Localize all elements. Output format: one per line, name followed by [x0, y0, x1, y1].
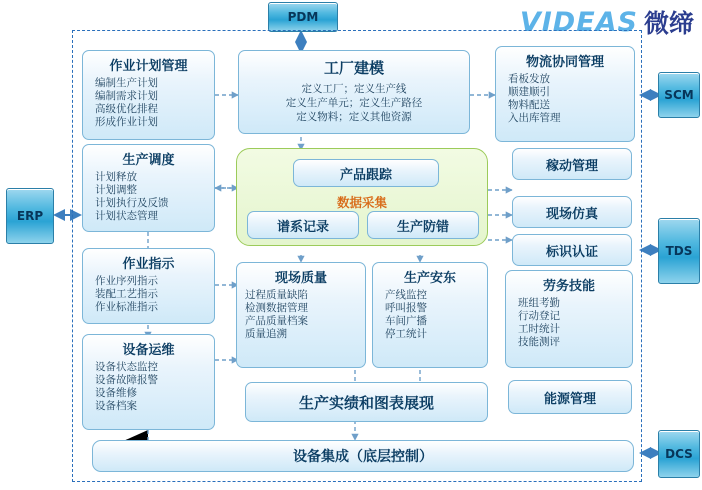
external-system-tds-label: TDS	[665, 244, 693, 258]
module-andon[interactable]	[372, 262, 488, 368]
wi-line-1: 作业序列指示	[95, 275, 158, 287]
module-shopfloor-quality[interactable]	[236, 262, 366, 368]
module-utilization[interactable]	[512, 148, 632, 180]
plan-line-2: 编制需求计划	[95, 90, 158, 102]
module-identification-label: 标识认证	[545, 244, 598, 260]
logistics-line-4: 入出库管理	[508, 112, 561, 124]
scheduling-line-1: 计划释放	[95, 171, 137, 183]
module-factory-modeling-title: 工厂建模	[323, 59, 384, 77]
factory-line-3: 定义物料；定义其他资源	[296, 111, 412, 123]
logistics-line-3: 物料配送	[508, 99, 550, 111]
external-system-scm-label: SCM	[664, 88, 694, 102]
data-collection-label: 数据采集	[336, 195, 387, 210]
scheduling-line-2: 计划调整	[95, 184, 137, 196]
quality-line-4: 质量追溯	[245, 328, 287, 340]
andon-line-1: 产线监控	[385, 289, 427, 301]
factory-line-1: 定义工厂；定义生产线	[301, 83, 407, 95]
plan-line-4: 形成作业计划	[95, 116, 158, 128]
module-shopfloor-quality-title: 现场质量	[274, 271, 327, 286]
module-equipment-integration-label: 设备集成（底层控制）	[293, 449, 433, 465]
core-execution-group	[236, 148, 488, 246]
module-labor-skill-items	[506, 294, 632, 349]
module-equipment-maintenance-title: 设备运维	[122, 343, 175, 358]
module-energy[interactable]	[508, 380, 632, 414]
scheduling-line-3: 计划执行及反馈	[95, 197, 169, 209]
quality-line-1: 过程质量缺陷	[245, 289, 308, 301]
andon-line-3: 车间广播	[385, 315, 427, 327]
module-scheduling[interactable]	[82, 144, 215, 232]
module-work-instruction-items	[83, 272, 214, 314]
module-simulation[interactable]	[512, 196, 632, 228]
module-equipment-integration[interactable]	[92, 440, 634, 472]
external-system-dcs-label: DCS	[665, 447, 693, 461]
module-logistics-items	[496, 70, 634, 125]
external-system-tds[interactable]	[658, 218, 700, 284]
external-system-erp-label: ERP	[16, 209, 44, 223]
eq-line-2: 设备故障报警	[95, 374, 158, 386]
module-product-tracking-label: 产品跟踪	[339, 167, 392, 183]
quality-line-3: 产品质量档案	[245, 315, 308, 327]
module-equipment-maintenance[interactable]	[82, 334, 215, 430]
labor-line-2: 行动登记	[518, 310, 560, 322]
wi-line-2: 装配工艺指示	[95, 288, 158, 300]
scheduling-line-4: 计划状态管理	[95, 210, 158, 222]
labor-line-3: 工时统计	[518, 323, 560, 335]
module-performance-dashboard-label: 生产实绩和图表展现	[298, 393, 434, 412]
module-scheduling-items	[83, 168, 214, 223]
external-system-pdm[interactable]	[268, 2, 338, 32]
labor-line-1: 班组考勤	[518, 297, 560, 309]
module-energy-label: 能源管理	[543, 391, 596, 407]
external-system-dcs[interactable]	[658, 430, 700, 478]
module-shopfloor-quality-items	[237, 286, 365, 341]
logistics-line-2: 顺建顺引	[508, 86, 550, 98]
module-work-instruction[interactable]	[82, 248, 215, 324]
module-andon-title: 生产安东	[403, 271, 456, 286]
module-production-plan[interactable]	[82, 50, 215, 140]
module-pedigree-record-label: 谱系记录	[276, 219, 329, 235]
module-factory-modeling-items	[239, 78, 469, 124]
module-equipment-maintenance-items	[83, 358, 214, 413]
module-utilization-label: 稼动管理	[545, 158, 598, 174]
module-labor-skill-title: 劳务技能	[542, 279, 595, 294]
module-identification[interactable]	[512, 234, 632, 266]
module-work-instruction-title: 作业指示	[122, 257, 175, 272]
module-simulation-label: 现场仿真	[545, 206, 598, 222]
logo-latin: VIDEAS	[519, 6, 638, 38]
module-factory-modeling[interactable]	[238, 50, 470, 134]
factory-line-2: 定义生产单元；定义生产路径	[285, 97, 423, 109]
logistics-line-1: 看板发放	[508, 73, 550, 85]
module-pedigree-record[interactable]	[247, 211, 359, 239]
external-system-erp[interactable]	[6, 188, 54, 244]
module-mistake-proofing-label: 生产防错	[396, 219, 449, 235]
module-production-plan-items	[83, 74, 214, 129]
external-system-scm[interactable]	[658, 72, 700, 118]
module-logistics-title: 物流协同管理	[525, 55, 604, 70]
module-production-plan-title: 作业计划管理	[109, 59, 188, 74]
labor-line-4: 技能测评	[518, 336, 560, 348]
eq-line-1: 设备状态监控	[95, 361, 158, 373]
external-system-pdm-label: PDM	[287, 10, 319, 24]
eq-line-3: 设备维修	[95, 387, 137, 399]
andon-line-2: 呼叫报警	[385, 302, 427, 314]
module-mistake-proofing[interactable]	[367, 211, 479, 239]
module-product-tracking[interactable]	[293, 159, 439, 187]
plan-line-1: 编制生产计划	[95, 77, 158, 89]
module-andon-items	[373, 286, 487, 341]
module-scheduling-title: 生产调度	[122, 153, 175, 168]
quality-line-2: 检测数据管理	[245, 302, 308, 314]
andon-line-4: 停工统计	[385, 328, 427, 340]
logo-chinese: 微缔	[643, 9, 694, 38]
module-logistics[interactable]	[495, 46, 635, 142]
eq-line-4: 设备档案	[95, 400, 137, 412]
module-performance-dashboard[interactable]	[245, 382, 488, 422]
wi-line-3: 作业标准指示	[95, 301, 158, 313]
plan-line-3: 高级优化排程	[95, 103, 158, 115]
module-labor-skill[interactable]	[505, 270, 633, 368]
